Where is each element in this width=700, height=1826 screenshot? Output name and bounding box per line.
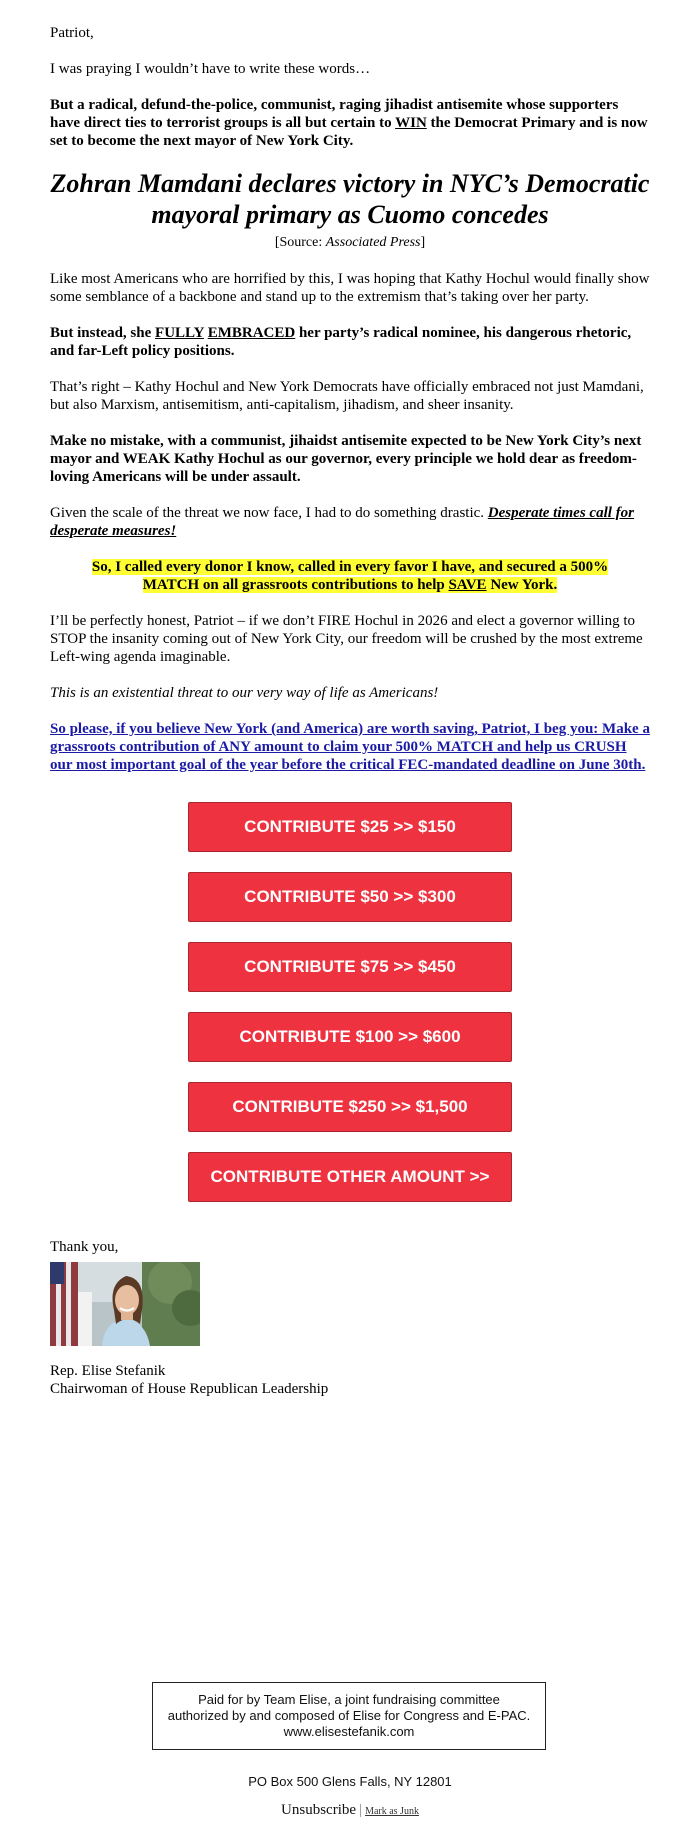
paid-for-disclaimer: Paid for by Team Elise, a joint fundraising committee authorized by and composed of Elise for Congress and E-PAC. www.elisestefanik.com xyxy=(152,1682,546,1750)
embraced-emphasis: EMBRACED xyxy=(207,325,296,341)
source-citation xyxy=(50,234,650,252)
signer-name: Rep. Elise Stefanik xyxy=(50,1363,166,1379)
paragraph-match xyxy=(50,558,650,594)
paragraph-instead xyxy=(50,324,650,360)
fully-emphasis: FULLY xyxy=(155,325,204,341)
signature-block xyxy=(50,1362,650,1398)
contribute-other-button[interactable]: CONTRIBUTE OTHER AMOUNT >> xyxy=(188,1152,512,1202)
portrait-photo xyxy=(50,1262,200,1346)
separator: | xyxy=(359,1802,363,1818)
paragraph-existential: This is an existential threat to our very way of life as Americans! xyxy=(50,685,439,701)
source-suffix: ] xyxy=(420,235,426,250)
source-name: Associated Press xyxy=(325,235,421,250)
text-segment: But instead, she xyxy=(50,325,156,341)
donate-link-paragraph xyxy=(50,720,650,774)
text-segment: her party’s radical nominee, his dangerous rhetoric, and far-Left policy positions. xyxy=(50,325,632,359)
contribute-250-button[interactable]: CONTRIBUTE $250 >> $1,500 xyxy=(188,1082,512,1132)
highlighted-match-text xyxy=(92,559,608,593)
paragraph-scale xyxy=(50,504,650,540)
thank-you: Thank you, xyxy=(50,1239,119,1255)
unsubscribe-link[interactable]: Unsubscribe xyxy=(281,1802,357,1818)
paragraph-radical xyxy=(50,96,650,150)
source-prefix: [Source: xyxy=(274,235,326,250)
contribute-75-button[interactable]: CONTRIBUTE $75 >> $450 xyxy=(188,942,512,992)
salutation: Patriot, xyxy=(50,25,94,41)
win-emphasis: WIN xyxy=(395,115,427,131)
text-segment: So, I called every donor I know, called in every favor I have, and secured a 500% MATCH on all grassroots contributions to help xyxy=(91,559,609,593)
paragraph-honest: I’ll be perfectly honest, Patriot – if we don’t FIRE Hochul in 2026 and elect a governor willing to STOP the insanity coming out of New York City, our freedom will be crushed by the most extreme Left-wing agenda imaginable. xyxy=(50,613,643,665)
email-body xyxy=(50,0,650,1398)
mark-as-junk-link[interactable]: Mark as Junk xyxy=(365,1806,419,1817)
text-segment: the Democrat Primary and is now set to become the next mayor of New York City. xyxy=(50,115,648,149)
mailing-address: PO Box 500 Glens Falls, NY 12801 xyxy=(248,1774,452,1789)
text-segment: New York. xyxy=(486,577,558,593)
paragraph-hochul-hope: Like most Americans who are horrified by this, I was hoping that Kathy Hochul would finally show some semblance of a backbone and stand up to the extremism that’s taking over her party. xyxy=(50,271,650,305)
desperate-measures-emphasis: Desperate times call for desperate measures! xyxy=(50,505,635,539)
contribute-50-button[interactable]: CONTRIBUTE $50 >> $300 xyxy=(188,872,512,922)
text-segment: Given the scale of the threat we now face, I had to do something drastic. xyxy=(50,505,488,521)
paragraph-no-mistake: Make no mistake, with a communist, jihaidst antisemite expected to be New York City’s next mayor and WEAK Kathy Hochul as our governor, every principle we hold dear as freedom-loving Americans will be under assault. xyxy=(50,433,642,485)
contribution-buttons xyxy=(50,802,650,1202)
contribute-100-button[interactable]: CONTRIBUTE $100 >> $600 xyxy=(188,1012,512,1062)
contribute-25-button[interactable]: CONTRIBUTE $25 >> $150 xyxy=(188,802,512,852)
unsubscribe-bar xyxy=(0,1802,700,1819)
save-emphasis: SAVE xyxy=(448,577,487,593)
headline: Zohran Mamdani declares victory in NYC’s Democratic mayoral primary as Cuomo concedes xyxy=(50,169,650,229)
signer-title: Chairwoman of House Republican Leadership xyxy=(50,1381,329,1397)
intro-line: I was praying I wouldn’t have to write these words… xyxy=(50,61,371,77)
paragraph-thats-right: That’s right – Kathy Hochul and New York Democrats have officially embraced not just Mamdani, but also Marxism, antisemitism, anti-capitalism, jihadism, and sheer insanity. xyxy=(50,379,644,413)
donate-link[interactable]: So please, if you believe New York (and America) are worth saving, Patriot, I beg you: Make a grassroots contribution of ANY amount to claim your 500% MATCH and help us CRUSH our most important goal of the year before the critical FEC-mandated deadline on June 30th. xyxy=(50,721,650,773)
text-segment: But a radical, defund-the-police, communist, raging jihadist antisemite whose supporters have direct ties to terrorist groups is all but certain to xyxy=(50,97,619,131)
